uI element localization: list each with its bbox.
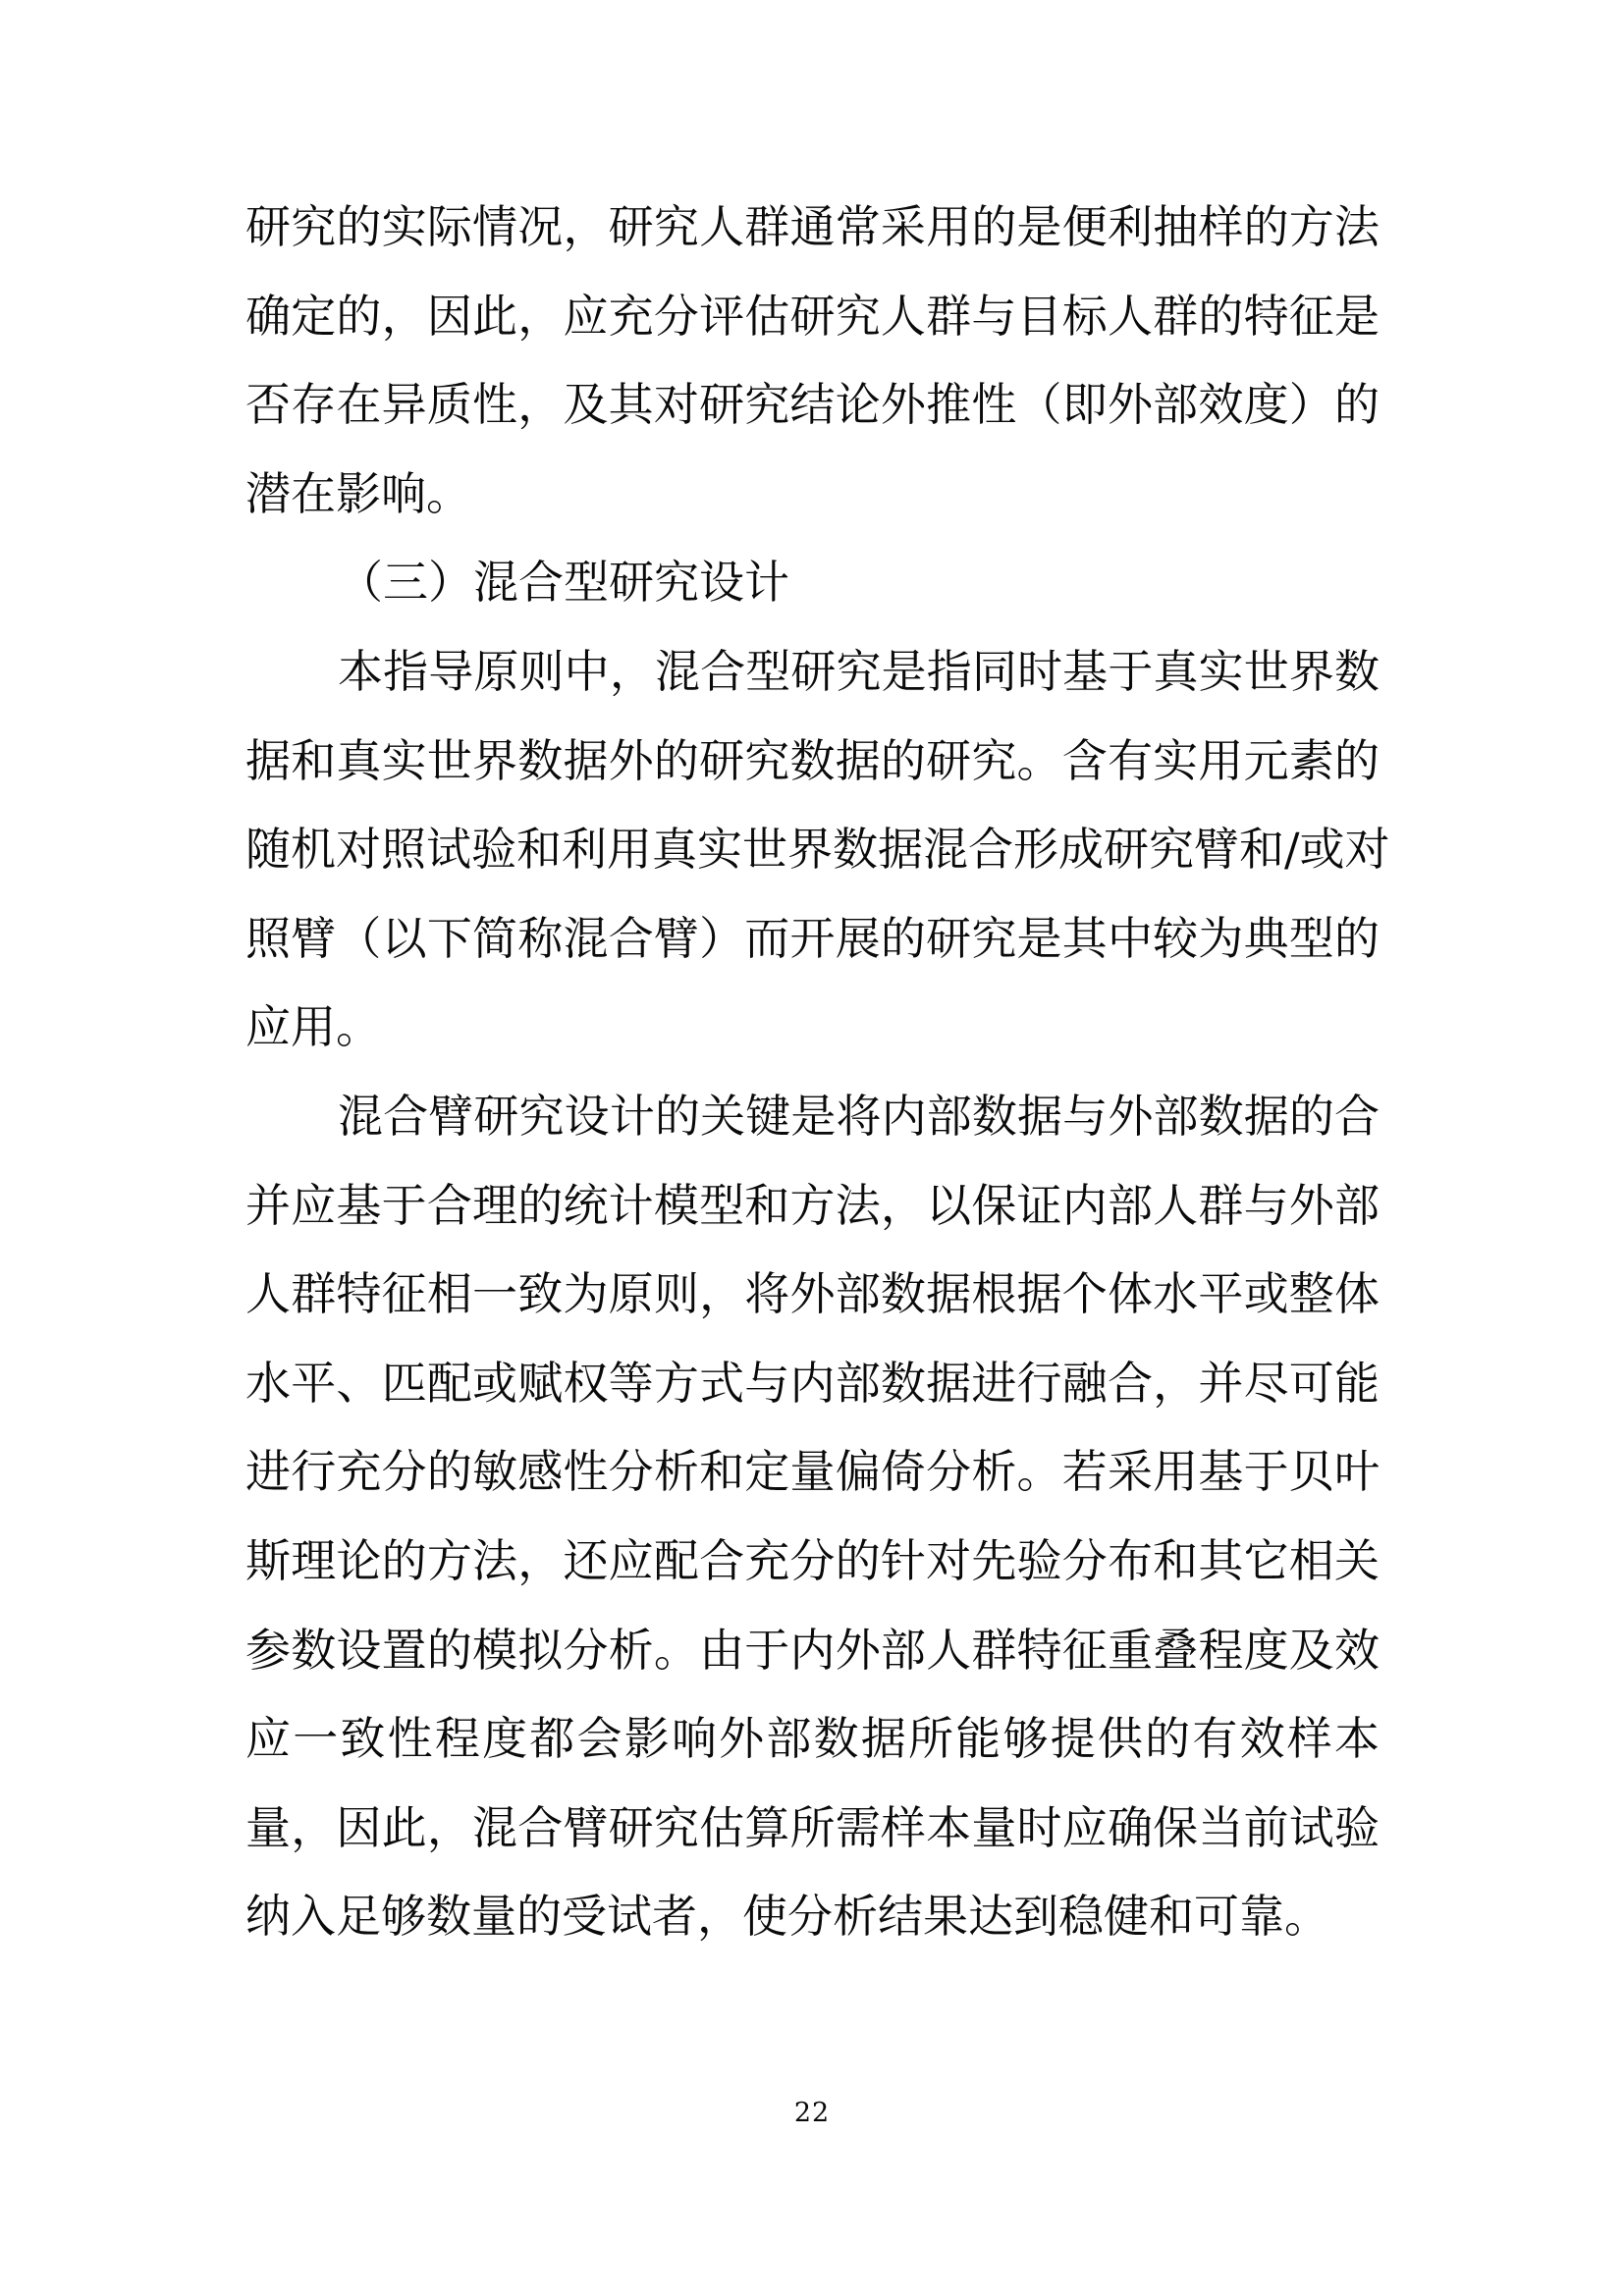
text-line: 潜在影响。 [245, 466, 471, 520]
page-footer [0, 2097, 1624, 2130]
document-body [245, 183, 1390, 1961]
text-line: 随机对照试验和利用真实世界数据混合形成研究臂和/或对 [245, 823, 1390, 877]
text-line: 照臂（以下简称混合臂）而开展的研究是其中较为典型的 [245, 911, 1380, 965]
text-line: 本指导原则中，混合型研究是指同时基于真实世界数 [338, 644, 1380, 698]
text-line: 量，因此，混合臂研究估算所需样本量时应确保当前试验 [245, 1800, 1380, 1854]
text-line: 混合臂研究设计的关键是将内部数据与外部数据的合 [338, 1089, 1380, 1143]
text-line: 应用。 [245, 1000, 381, 1054]
text-line: 参数设置的模拟分析。由于内外部人群特征重叠程度及效 [245, 1623, 1380, 1677]
text-line: 应一致性程度都会影响外部数据所能够提供的有效样本 [245, 1712, 1380, 1766]
text-line: 据和真实世界数据外的研究数据的研究。含有实用元素的 [245, 733, 1380, 787]
text-line: 进行充分的敏感性分析和定量偏倚分析。若采用基于贝叶 [245, 1445, 1380, 1499]
page-number: 22 [793, 2098, 831, 2128]
section-heading: （三）混合型研究设计 [338, 556, 789, 610]
text-line: 研究的实际情况，研究人群通常采用的是便利抽样的方法 [245, 200, 1380, 253]
text-line: 水平、匹配或赋权等方式与内部数据进行融合，并尽可能 [245, 1356, 1380, 1410]
text-line: 人群特征相一致为原则，将外部数据根据个体水平或整体 [245, 1267, 1380, 1321]
text-line: 否存在异质性，及其对研究结论外推性（即外部效度）的 [245, 378, 1380, 432]
text-line: 纳入足够数量的受试者，使分析结果达到稳健和可靠。 [245, 1890, 1329, 1944]
text-line: 斯理论的方法，还应配合充分的针对先验分布和其它相关 [245, 1533, 1380, 1587]
text-line: 并应基于合理的统计模型和方法，以保证内部人群与外部 [245, 1178, 1380, 1232]
text-line: 确定的，因此，应充分评估研究人群与目标人群的特征是 [245, 289, 1380, 343]
